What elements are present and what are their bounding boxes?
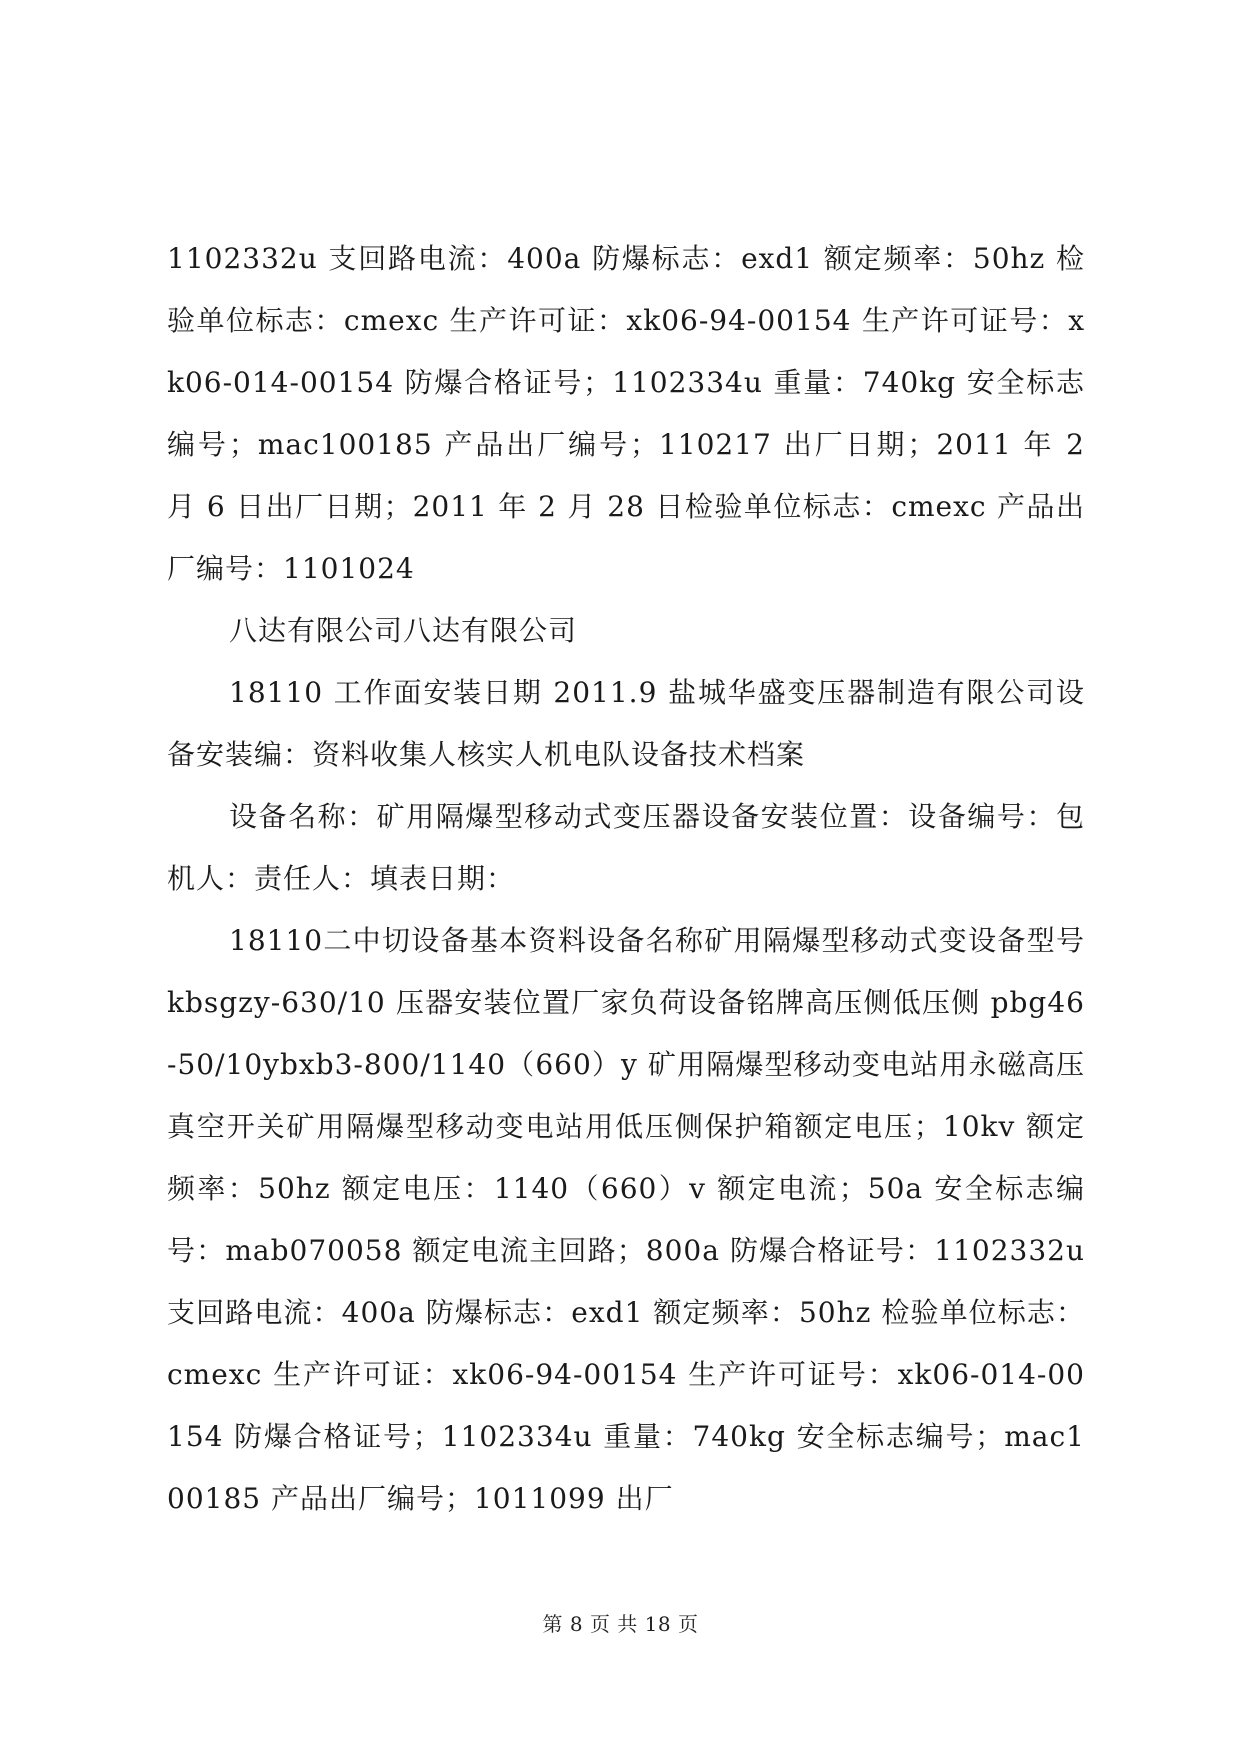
paragraph-4: 设备名称：矿用隔爆型移动式变压器设备安装位置：设备编号：包机人：责任人：填表日期：	[167, 800, 1085, 895]
page-number-label: 第 8 页 共 18 页	[542, 1612, 699, 1636]
paragraph-5: 18110二中切设备基本资料设备名称矿用隔爆型移动式变设备型号 kbsgzy-630/10 压器安装位置厂家负荷设备铭牌高压侧低压侧 pbg46-50/10ybxb3-800/1140（660）y 矿用隔爆型移动变电站用永磁高压真空开关矿用隔爆型移动变电站用低压侧保护箱额定电压；10kv 额定频率：50hz 额定电压：1140（660）v 额定电流；50a 安全标志编号：mab070058 额定电流主回路；800a 防爆合格证号：1102332u 支回路电流：400a 防爆标志：exd1 额定频率：50hz 检验单位标志：cmexc 生产许可证：xk06-94-00154 生产许可证号：xk06-014-00154 防爆合格证号；1102334u 重量：740kg 安全标志编号；mac100185 产品出厂编号；1011099 出厂	[167, 924, 1085, 1515]
page-footer	[0, 1608, 1241, 1637]
paragraph-1: 1102332u 支回路电流：400a 防爆标志：exd1 额定频率：50hz 检验单位标志：cmexc 生产许可证：xk06-94-00154 生产许可证号：xk06-014-00154 防爆合格证号；1102334u 重量：740kg 安全标志编号；mac100185 产品出厂编号；110217 出厂日期；2011 年 2 月 6 日出厂日期；2011 年 2 月 28 日检验单位标志：cmexc 产品出厂编号：1101024	[167, 242, 1085, 585]
paragraph-3: 18110 工作面安装日期 2011.9 盐城华盛变压器制造有限公司设备安装编：资料收集人核实人机电队设备技术档案	[167, 676, 1085, 771]
document-body	[167, 228, 1085, 1530]
paragraph-2: 八达有限公司八达有限公司	[229, 614, 578, 647]
